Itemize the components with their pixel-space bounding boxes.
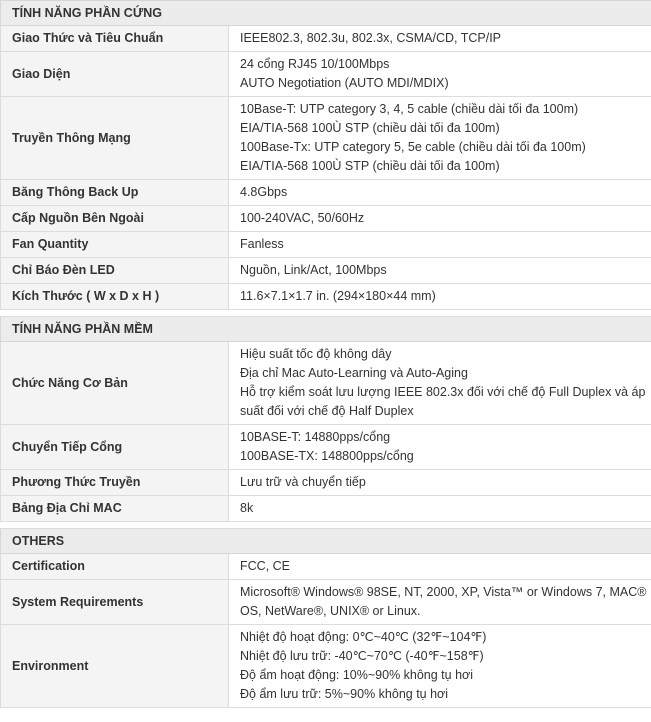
spec-value-line: 10BASE-T: 14880pps/cổng [240,430,391,444]
spec-value-line: Nhiệt độ lưu trữ: -40℃~70℃ (-40℉~158℉) [240,649,484,663]
spec-value-line: Fanless [240,237,284,251]
spec-value-line: EIA/TIA-568 100Ù STP (chiều dài tối đa 100m) [240,121,500,135]
spec-value [229,580,651,625]
spec-row [1,625,651,708]
spec-row [1,52,651,97]
spec-label: Bảng Địa Chỉ MAC [1,496,229,522]
spec-value [229,206,651,232]
spec-value-line: 4.8Gbps [240,185,288,199]
spec-value-line: 10Base-T: UTP category 3, 4, 5 cable (chiều dài tối đa 100m) [240,102,579,116]
spec-label: Chỉ Báo Đèn LED [1,258,229,284]
spec-value [229,232,651,258]
spec-label: Environment [1,625,229,708]
section-header-hardware [1,1,651,26]
spec-row [1,496,651,522]
spec-value-line: Nhiệt độ hoạt động: 0℃~40℃ (32℉~104℉) [240,630,487,644]
spec-value [229,97,651,180]
spec-label: Cấp Nguồn Bên Ngoài [1,206,229,232]
spec-label: System Requirements [1,580,229,625]
spec-value [229,625,651,708]
spec-value-line: AUTO Negotiation (AUTO MDI/MDIX) [240,76,449,90]
spec-value [229,470,651,496]
spec-value-line: 8k [240,501,254,515]
section-header-others [1,529,651,554]
spec-value [229,425,651,470]
spec-value-line: Hỗ trợ kiểm soát lưu lượng IEEE 802.3x đối với chế độ Full Duplex và áp suất đối với chế độ Half Duplex [240,385,646,418]
spec-value-line: 100BASE-TX: 148800pps/cổng [240,449,414,463]
section-gap [1,522,651,529]
spec-label: Certification [1,554,229,580]
section-title: TÍNH NĂNG PHẦN CỨNG [1,1,651,26]
spec-value-line: Độ ẩm hoạt động: 10%~90% không tụ hơi [240,668,474,682]
spec-label: Kích Thước ( W x D x H ) [1,284,229,310]
spec-row [1,97,651,180]
spec-label: Fan Quantity [1,232,229,258]
spec-value-line: Độ ẩm lưu trữ: 5%~90% không tụ hơi [240,687,449,701]
spec-value-line: 24 cổng RJ45 10/100Mbps [240,57,390,71]
spec-value [229,342,651,425]
spec-row [1,554,651,580]
section-title: TÍNH NĂNG PHẦN MỀM [1,317,651,342]
section-title: OTHERS [1,529,651,554]
spec-row [1,580,651,625]
spec-value [229,26,651,52]
spec-row [1,258,651,284]
spec-value-line: Lưu trữ và chuyển tiếp [240,475,366,489]
spec-value-line: Hiệu suất tốc độ không dây [240,347,392,361]
spec-value-line: Địa chỉ Mac Auto-Learning và Auto-Aging [240,366,468,380]
spec-label: Phương Thức Truyền [1,470,229,496]
spec-row [1,425,651,470]
spec-label: Chức Năng Cơ Bản [1,342,229,425]
spec-row [1,470,651,496]
spec-row [1,232,651,258]
spec-value-line: Microsoft® Windows® 98SE, NT, 2000, XP, Vista™ or Windows 7, MAC® OS, NetWare®, UNIX® or Linux. [240,585,647,618]
spec-value-line: FCC, CE [240,559,290,573]
spec-value [229,258,651,284]
spec-row [1,284,651,310]
spec-value [229,496,651,522]
spec-value-line: Nguồn, Link/Act, 100Mbps [240,263,387,277]
spec-label: Truyền Thông Mạng [1,97,229,180]
spec-value-line: EIA/TIA-568 100Ù STP (chiều dài tối đa 100m) [240,159,500,173]
section-gap [1,310,651,317]
spec-value [229,180,651,206]
spec-value [229,554,651,580]
spec-value [229,284,651,310]
section-header-software [1,317,651,342]
spec-value-line: IEEE802.3, 802.3u, 802.3x, CSMA/CD, TCP/IP [240,31,502,45]
spec-value-line: 100Base-Tx: UTP category 5, 5e cable (chiều dài tối đa 100m) [240,140,586,154]
spec-label: Chuyển Tiếp Cổng [1,425,229,470]
spec-label: Giao Thức và Tiêu Chuẩn [1,26,229,52]
spec-value-line: 11.6×7.1×1.7 in. (294×180×44 mm) [240,289,436,303]
spec-row [1,342,651,425]
spec-label: Băng Thông Back Up [1,180,229,206]
spec-row [1,206,651,232]
spec-row [1,180,651,206]
spec-row [1,26,651,52]
spec-label: Giao Diện [1,52,229,97]
spec-value-line: 100-240VAC, 50/60Hz [240,211,365,225]
spec-value [229,52,651,97]
